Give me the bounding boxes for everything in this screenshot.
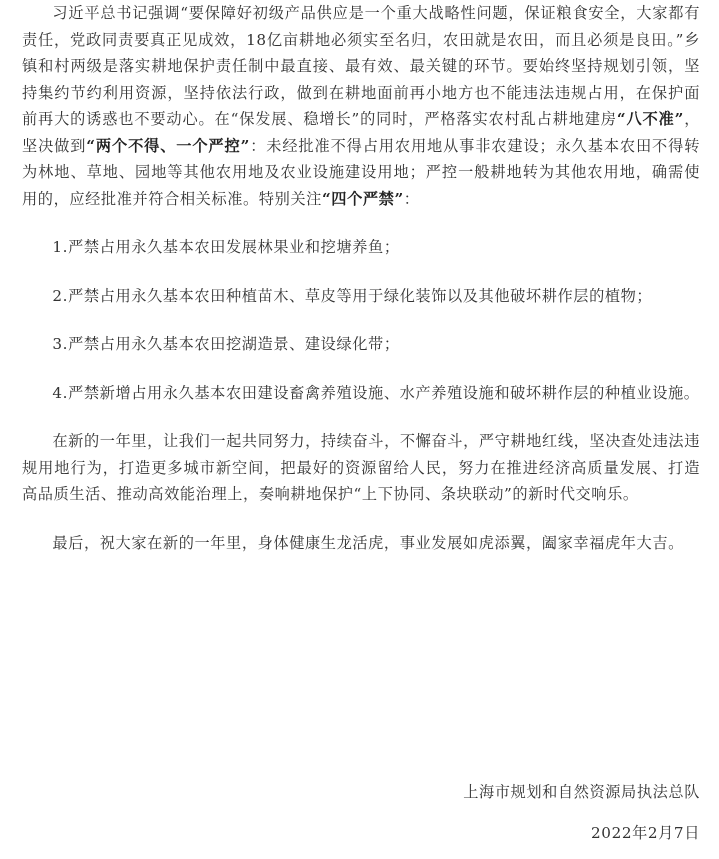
new-year-paragraph: 在新的一年里，让我们一起共同努力，持续奋斗，不懈奋斗，严守耕地红线，坚决查处违法违规用地行为，打造更多城市新空间，把最好的资源留给人民，努力在推进经济高质量发展、打造高品质生活、推动高效能治理上，奏响耕地保护“上下协同、条块联动”的新时代交响乐。 <box>22 432 700 503</box>
two-nots-one-control-emphasis: “两个不得、一个严控” <box>86 136 250 155</box>
intro-paragraph <box>22 0 700 212</box>
intro-text-a: 习近平总书记强调“要保障好初级产品供应是一个重大战略性问题，保证粮食安全，大家都有责任，党政同责要真正见成效，18亿亩耕地必须实至名归，农田就是农田，而且必须是良田。”乡镇和村两级是落实耕地保护责任制中最直接、最有效、最关键的环节。要始终坚持规划引领，坚持集约节约利用资源，坚持依法行政，做到在耕地面前再小地方也不能违法违规占用，在保护面前再大的诱惑也不要动心。在“保发展、稳增长”的同时，严格落实农村乱占耕地建房 <box>22 4 700 128</box>
list-item: 3.严禁占用永久基本农田挖湖造景、建设绿化带； <box>52 335 400 353</box>
four-prohibitions-emphasis: “四个严禁” <box>321 189 404 208</box>
closing-paragraph: 最后，祝大家在新的一年里，身体健康生龙活虎，事业发展如虎添翼，阖家幸福虎年大吉。 <box>52 533 684 552</box>
article-body <box>22 0 700 556</box>
list-item: 1.严禁占用永久基本农田发展林果业和挖塘养鱼； <box>52 238 400 256</box>
intro-text-d: ： <box>403 189 420 208</box>
list-item: 4.严禁新增占用永久基本农田建设畜禽养殖设施、水产养殖设施和破坏耕作层的种植业设施。 <box>52 383 700 402</box>
date: 2022年2月7日 <box>591 824 700 842</box>
eight-prohibitions-emphasis: “八不准” <box>616 110 684 128</box>
intro-text-b: ，坚决做到 <box>22 110 700 155</box>
intro-text-c: ：未经批准不得占用农用地从事非农建设；永久基本农田不得转为林地、草地、园地等其他农用地及农业设施建设用地；严控一般耕地转为其他农用地，确需使用的，应经批准并符合相关标准。特别关注 <box>22 136 700 208</box>
signature: 上海市规划和自然资源局执法总队 <box>463 783 700 801</box>
list-item: 2.严禁占用永久基本农田种植苗木、草皮等用于绿化装饰以及其他破坏耕作层的植物； <box>52 286 653 305</box>
